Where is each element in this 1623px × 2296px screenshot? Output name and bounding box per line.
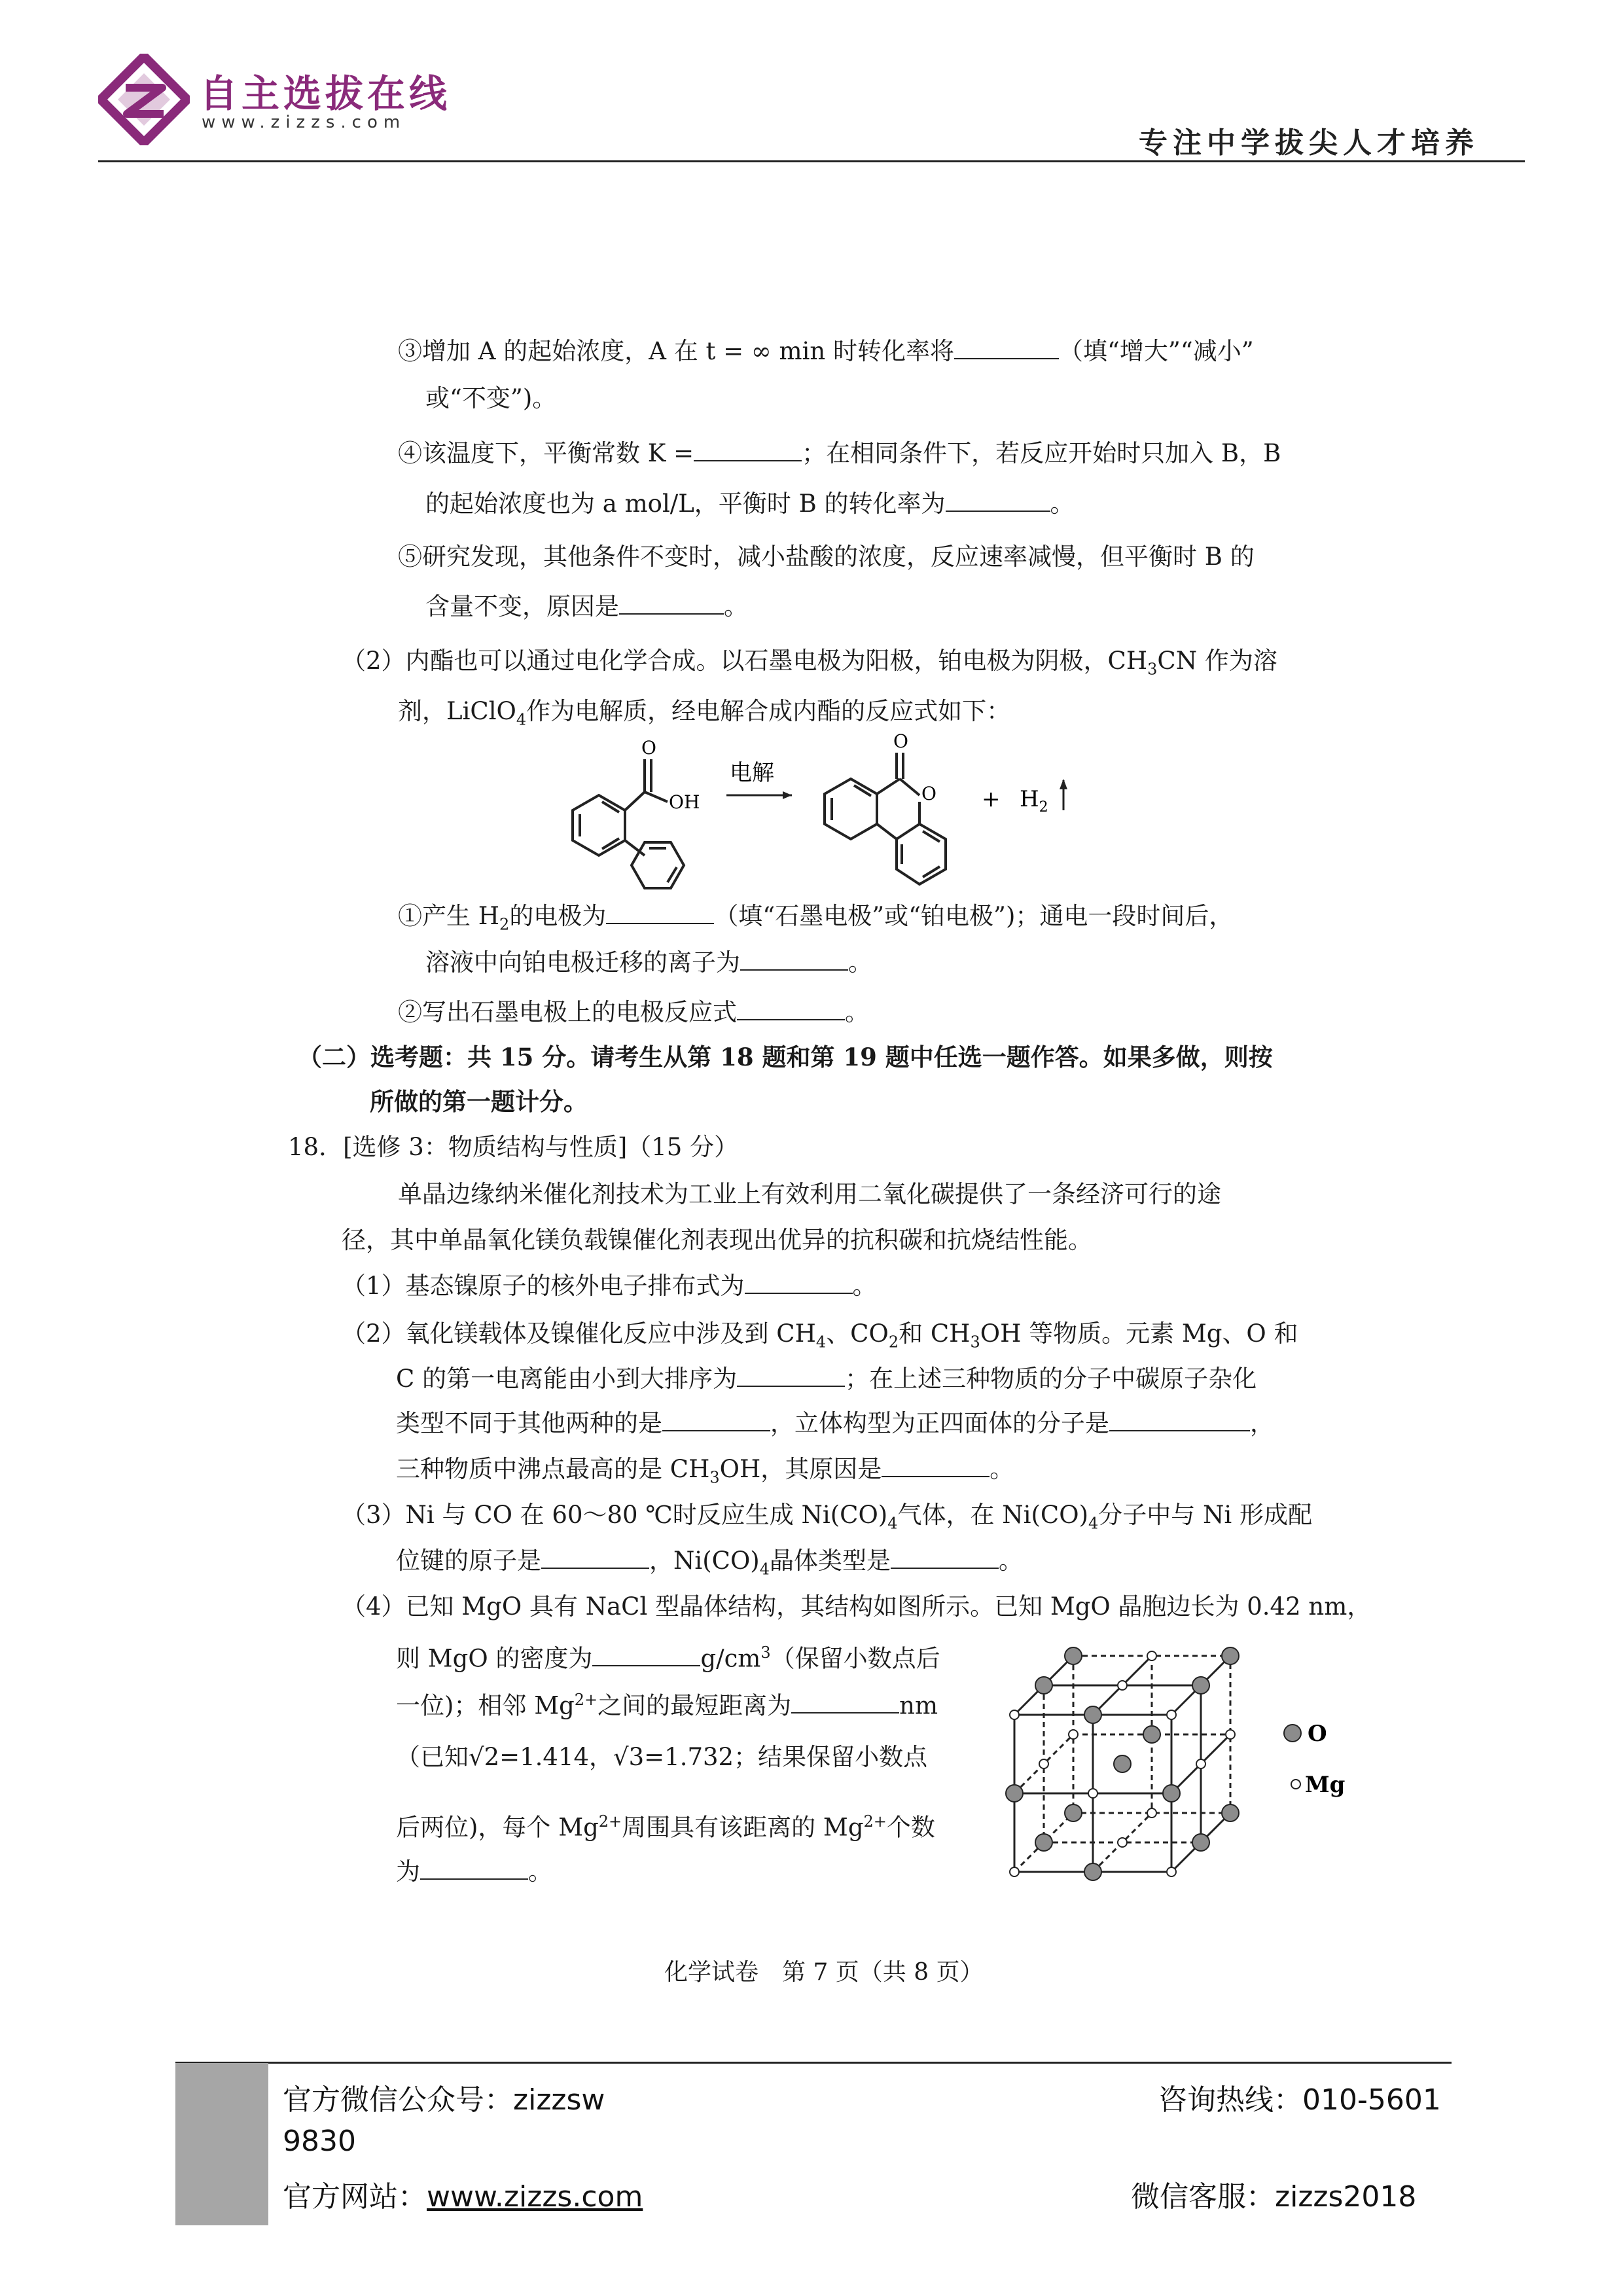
part2-line2: 剂，LiClO$_4$作为电解质，经电解合成内酯的反应式如下： — [398, 697, 1011, 729]
s3-line2: 位键的原子是 ，$Ni(CO)_4$晶体类型是 。 — [396, 1547, 1024, 1579]
footer-wechat-public: 官方微信公众号：zizzsw — [283, 2083, 605, 2117]
s3-line1: （3）Ni 与 CO 在 60～80 ℃时反应生成 $Ni(CO)_4$气体，在 $Ni(CO)_4$分子中与 Ni 形成配 — [342, 1501, 1313, 1533]
header — [0, 0, 1623, 170]
q4-line2: 的起始浓度也为 a mol/L，平衡时 B 的转化率为 。 — [425, 490, 1075, 518]
s1-line: （1）基态镍原子的核外电子排布式为 。 — [342, 1272, 877, 1300]
reaction-scheme — [550, 733, 1099, 903]
legend-magnesium-icon — [1291, 1780, 1300, 1789]
s4-line3: 一位)；相邻 $Mg^{2+}$之间的最短距离为 nm — [396, 1691, 938, 1720]
footer-website-row — [283, 2173, 643, 2215]
acid-carbonyl-o: O — [641, 737, 656, 759]
footer-divider — [175, 2062, 1452, 2064]
footer-hotline: 咨询热线：010-5601 — [1158, 2083, 1441, 2117]
e1-line2: 溶液中向铂电极迁移的离子为 。 — [425, 948, 872, 977]
legend-oxygen-label: O — [1308, 1721, 1327, 1747]
logo-url: www.zizzs.com — [202, 113, 406, 132]
logo-icon — [98, 54, 190, 145]
q18-title: 18．[选修 3：物质结构与性质]（15 分） — [288, 1133, 739, 1161]
biphenyl-acid-structure — [573, 759, 684, 888]
lactone-carbonyl-o: O — [893, 733, 908, 752]
footer-website-label: 官方网站： — [283, 2180, 427, 2214]
footer-gray-band — [175, 2063, 268, 2225]
mgo-crystal-diagram — [1001, 1636, 1368, 1885]
s2-line1: （2）氧化镁载体及镍催化反应中涉及到 $CH_4$、$CO_2$和 $CH_3OH$ 等物质。元素 Mg、O 和 — [342, 1319, 1298, 1352]
q18-intro-line1: 单晶边缘纳米催化剂技术为工业上有效利用二氧化碳提供了一条经济可行的途 — [398, 1180, 1221, 1208]
header-slogan: 专注中学拔尖人才培养 — [1139, 126, 1479, 160]
s4-line5: 后两位)，每个 $Mg^{2+}$周围具有该距离的 $Mg^{2+}$个数 — [396, 1812, 935, 1842]
arrow-label: 电解 — [730, 760, 774, 786]
header-divider — [98, 160, 1525, 162]
s4-line6: 为 。 — [396, 1857, 552, 1886]
acid-oh: OH — [669, 791, 700, 813]
q18-intro-line2: 径，其中单晶氧化镁负载镍催化剂表现出优异的抗积碳和抗烧结性能。 — [342, 1226, 1092, 1254]
s4-line4: （已知√2=1.414，√3=1.732；结果保留小数点 — [396, 1743, 928, 1771]
q5-line1: ⑤研究发现，其他条件不变时，减小盐酸的浓度，反应速率减慢，但平衡时 B 的 — [398, 543, 1255, 571]
lactone-ring-o: O — [921, 783, 936, 804]
part2-line1: （2）内酯也可以通过电化学合成。以石墨电极为阳极，铂电极为阴极，$CH_3CN$ 作为溶 — [342, 647, 1277, 679]
footer-hotline-tail: 9830 — [283, 2125, 356, 2158]
page-number: 化学试卷 第 7 页（共 8 页） — [664, 1959, 984, 1986]
e2-line: ②写出石墨电极上的电极反应式 。 — [398, 998, 869, 1026]
legend-magnesium-label: Mg — [1305, 1772, 1346, 1798]
q3-line1: ③增加 A 的起始浓度，A 在 t = ∞ min 时转化率将 （填“增大”“减小” — [398, 337, 1254, 365]
section2-line1: （二）选考题：共 15 分。请考生从第 18 题和第 19 题中任选一题作答。如果多做，则按 — [298, 1043, 1273, 1071]
footer-website-link[interactable]: www.zizzs.com — [427, 2180, 643, 2214]
s2-line3: 类型不同于其他两种的是 ，立体构型为正四面体的分子是 ， — [396, 1409, 1274, 1437]
q5-line2: 含量不变，原因是 。 — [425, 592, 748, 620]
q3-line2: 或“不变”)。 — [425, 384, 557, 412]
lactone-structure — [825, 753, 946, 884]
s4-line2: 则 MgO 的密度为 $g/cm^3$（保留小数点后 — [396, 1643, 940, 1673]
footer-wechat-service: 微信客服：zizzs2018 — [1131, 2180, 1417, 2214]
s2-line2: C 的第一电离能由小到大排序为 ；在上述三种物质的分子中碳原子杂化 — [396, 1365, 1257, 1393]
section2-line2: 所做的第一题计分。 — [370, 1087, 588, 1116]
sqrt-symbol: √ — [469, 1743, 484, 1771]
sqrt-symbol: √ — [613, 1743, 629, 1771]
h2-product: $H_2$ — [1020, 786, 1048, 816]
s4-line1: （4）已知 MgO 具有 NaCl 型晶体结构，其结构如图所示。已知 MgO 晶胞边长为 0.42 nm， — [342, 1592, 1372, 1621]
plus-sign: + — [982, 786, 1001, 812]
e1-line1: ①产生 $H_2$的电极为 （填“石墨电极”或“铂电极”)；通电一段时间后， — [398, 902, 1234, 934]
logo-name: 自主选拔在线 — [200, 71, 452, 116]
legend-oxygen-icon — [1284, 1725, 1301, 1742]
q4-line1: ④该温度下，平衡常数 K = ；在相同条件下，若反应开始时只加入 B，B — [398, 439, 1281, 467]
s2-line4: 三种物质中沸点最高的是 $CH_3OH$，其原因是 。 — [396, 1455, 1014, 1487]
